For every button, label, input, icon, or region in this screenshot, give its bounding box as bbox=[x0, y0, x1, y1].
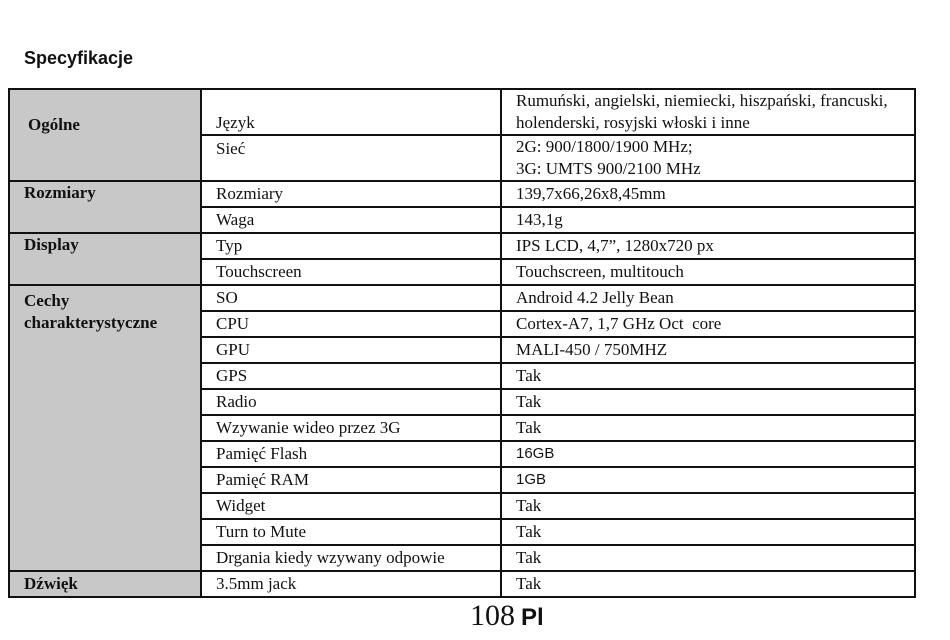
table-row bbox=[9, 233, 915, 259]
feature-cell: Turn to Mute bbox=[201, 519, 501, 545]
value-cell: Cortex-A7, 1,7 GHz Oct core bbox=[501, 311, 915, 337]
category-sound: Dźwięk bbox=[9, 571, 201, 597]
table-row bbox=[9, 89, 915, 135]
feature-cell: Wzywanie wideo przez 3G bbox=[201, 415, 501, 441]
category-display: Display bbox=[9, 233, 201, 285]
value-cell: 139,7x66,26x8,45mm bbox=[501, 181, 915, 207]
feature-cell: Waga bbox=[201, 207, 501, 233]
value-cell: Touchscreen, multitouch bbox=[501, 259, 915, 285]
spec-table bbox=[8, 88, 916, 598]
feature-cell: 3.5mm jack bbox=[201, 571, 501, 597]
value-cell bbox=[501, 135, 915, 181]
value-cell: Tak bbox=[501, 571, 915, 597]
value-cell: 1GB bbox=[501, 467, 915, 493]
category-general: Ogólne bbox=[9, 89, 201, 181]
feature-cell: Pamięć Flash bbox=[201, 441, 501, 467]
page-number: 108 bbox=[470, 599, 515, 632]
feature-cell: Sieć bbox=[201, 135, 501, 181]
value-line: 3G: UMTS 900/2100 MHz bbox=[516, 159, 701, 178]
value-cell: Tak bbox=[501, 493, 915, 519]
value-cell: 143,1g bbox=[501, 207, 915, 233]
feature-cell: Typ bbox=[201, 233, 501, 259]
feature-cell: Język bbox=[201, 89, 501, 135]
table-row bbox=[9, 285, 915, 311]
feature-cell: Drgania kiedy wzywany odpowie bbox=[201, 545, 501, 571]
category-dimensions: Rozmiary bbox=[9, 181, 201, 233]
value-cell: 16GB bbox=[501, 441, 915, 467]
category-features-label: Cechy charakterystyczne bbox=[24, 291, 158, 332]
language-code: Pl bbox=[521, 604, 544, 631]
value-cell: Android 4.2 Jelly Bean bbox=[501, 285, 915, 311]
feature-cell: CPU bbox=[201, 311, 501, 337]
value-cell: Rumuński, angielski, niemiecki, hiszpański, francuski, holenderski, rosyjski włoski i inne bbox=[501, 89, 915, 135]
value-cell: MALI-450 / 750MHZ bbox=[501, 337, 915, 363]
value-cell: Tak bbox=[501, 389, 915, 415]
feature-cell: Widget bbox=[201, 493, 501, 519]
feature-cell: Rozmiary bbox=[201, 181, 501, 207]
feature-cell: Touchscreen bbox=[201, 259, 501, 285]
value-cell: Tak bbox=[501, 545, 915, 571]
value-cell: IPS LCD, 4,7”, 1280x720 px bbox=[501, 233, 915, 259]
value-cell: Tak bbox=[501, 363, 915, 389]
category-features bbox=[9, 285, 201, 571]
value-cell: Tak bbox=[501, 519, 915, 545]
value-cell: Tak bbox=[501, 415, 915, 441]
feature-cell: GPS bbox=[201, 363, 501, 389]
page-footer bbox=[470, 598, 544, 636]
feature-cell: SO bbox=[201, 285, 501, 311]
value-line: 2G: 900/1800/1900 MHz; bbox=[516, 137, 693, 156]
page-heading: Specyfikacje bbox=[24, 48, 134, 68]
table-row bbox=[9, 571, 915, 597]
feature-cell: GPU bbox=[201, 337, 501, 363]
feature-cell: Pamięć RAM bbox=[201, 467, 501, 493]
feature-cell: Radio bbox=[201, 389, 501, 415]
table-row bbox=[9, 181, 915, 207]
